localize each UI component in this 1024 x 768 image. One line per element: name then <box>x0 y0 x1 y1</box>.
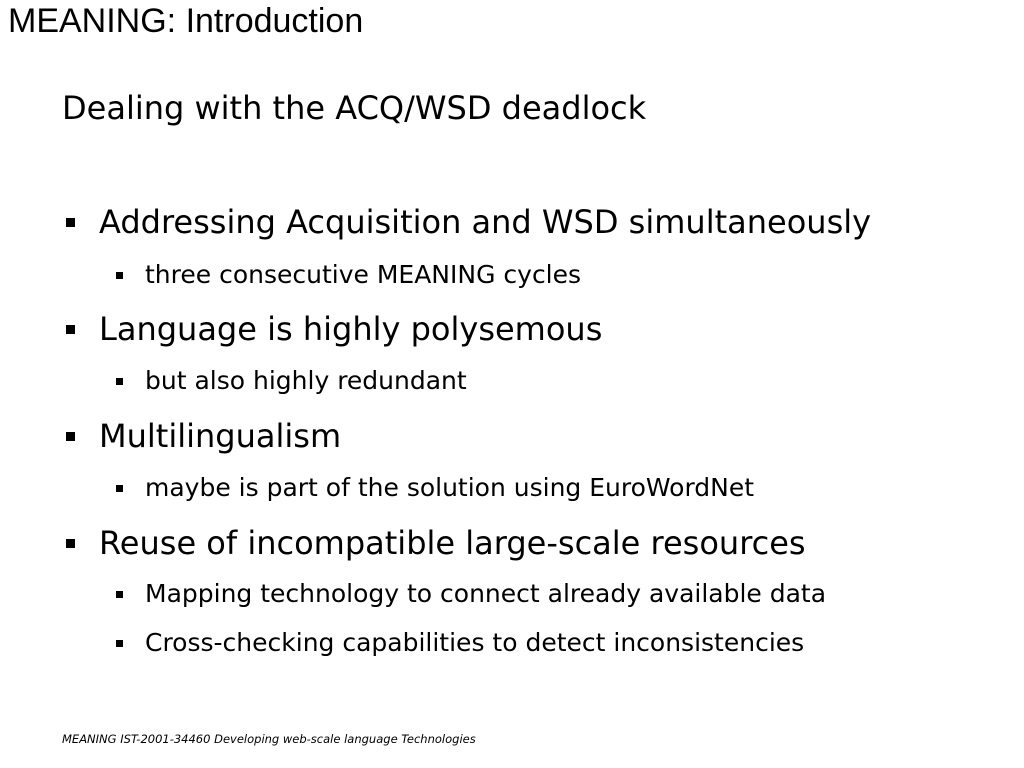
bullet-text: Multilingualism <box>99 417 342 455</box>
bullet-level1 <box>66 524 806 562</box>
square-bullet-icon <box>66 325 75 334</box>
slide-subtitle: Dealing with the ACQ/WSD deadlock <box>62 89 647 127</box>
square-bullet-icon <box>116 378 123 385</box>
bullet-text: three consecutive MEANING cycles <box>145 260 582 289</box>
square-bullet-icon <box>116 485 123 492</box>
square-bullet-icon <box>66 432 75 441</box>
square-bullet-icon <box>116 591 123 598</box>
bullet-text: Reuse of incompatible large-scale resources <box>99 524 806 562</box>
bullet-text: Cross-checking capabilities to detect inconsistencies <box>145 628 805 657</box>
bullet-level2 <box>116 260 581 290</box>
slide-footer: MEANING IST-2001-34460 Developing web-scale language Technologies <box>62 732 476 746</box>
square-bullet-icon <box>116 640 123 647</box>
bullet-level1 <box>66 203 871 241</box>
bullet-text: maybe is part of the solution using EuroWordNet <box>145 473 755 502</box>
square-bullet-icon <box>116 272 123 279</box>
bullet-text: Mapping technology to connect already available data <box>145 579 827 608</box>
bullet-level2 <box>116 579 826 609</box>
bullet-level1 <box>66 310 602 348</box>
slide-title: MEANING: Introduction <box>8 2 364 40</box>
bullet-level1 <box>66 417 341 455</box>
bullet-text: Addressing Acquisition and WSD simultaneously <box>99 203 872 241</box>
bullet-level2 <box>116 473 754 503</box>
square-bullet-icon <box>66 539 75 548</box>
bullet-text: Language is highly polysemous <box>99 310 603 348</box>
bullet-level2 <box>116 366 467 396</box>
bullet-text: but also highly redundant <box>145 366 467 395</box>
square-bullet-icon <box>66 218 75 227</box>
bullet-level2 <box>116 628 804 658</box>
